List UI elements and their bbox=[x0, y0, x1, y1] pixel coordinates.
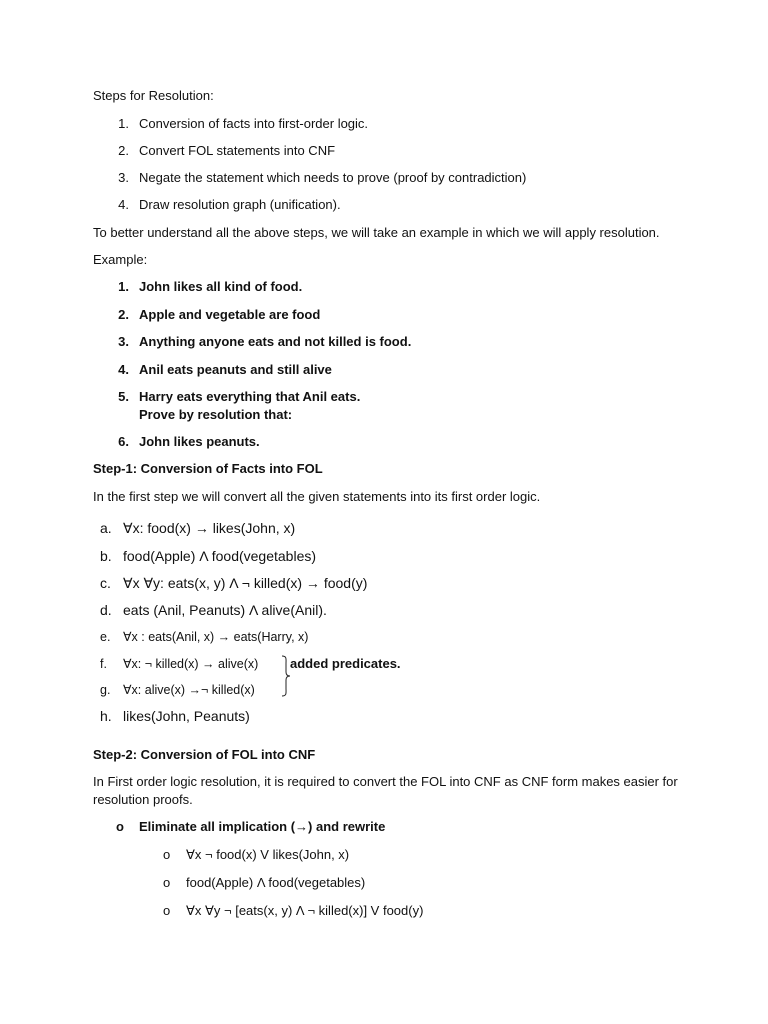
list-subtext: Prove by resolution that: bbox=[139, 407, 293, 422]
bullet-marker: o bbox=[163, 903, 171, 918]
list-text: Negate the statement which needs to prove (proof by contradiction) bbox=[139, 170, 527, 185]
fol-label: g. bbox=[100, 683, 111, 697]
bullet-marker: o bbox=[116, 819, 124, 834]
step1-paragraph: In the first step we will convert all the given statements into its first order logic. bbox=[93, 489, 541, 504]
fol-text: food(Apple) Λ food(vegetables) bbox=[123, 548, 317, 564]
eliminate-heading: Eliminate all implication (→) and rewrite bbox=[139, 819, 386, 834]
bullet-marker: o bbox=[163, 875, 171, 890]
intro-paragraph: To better understand all the above steps, we will take an example in which we will apply resolution. bbox=[93, 225, 660, 240]
fol-label: e. bbox=[100, 630, 111, 644]
fol-text: ∀x: ¬ killed(x) → alive(x) bbox=[123, 657, 259, 671]
list-text: Draw resolution graph (unification). bbox=[139, 197, 341, 212]
list-text: Apple and vegetable are food bbox=[139, 307, 321, 322]
fol-label: f. bbox=[100, 657, 107, 671]
steps-heading: Steps for Resolution: bbox=[93, 88, 214, 103]
cnf-text: food(Apple) Λ food(vegetables) bbox=[186, 875, 366, 890]
list-text: Conversion of facts into first-order logic. bbox=[139, 116, 369, 131]
step2-paragraph: In First order logic resolution, it is required to convert the FOL into CNF as CNF form makes easier for resolution proofs. bbox=[93, 774, 678, 807]
fol-label: d. bbox=[100, 602, 112, 618]
fol-text: ∀x : eats(Anil, x) → eats(Harry, x) bbox=[123, 630, 309, 644]
list-number: 1. bbox=[118, 116, 129, 131]
list-number: 4. bbox=[118, 197, 129, 212]
fol-text: ∀x: food(x) → likes(John, x) bbox=[123, 520, 296, 536]
list-text: John likes peanuts. bbox=[139, 434, 260, 449]
list-text: Anil eats peanuts and still alive bbox=[139, 362, 332, 377]
cnf-text: ∀x ¬ food(x) V likes(John, x) bbox=[186, 847, 350, 862]
fol-text: eats (Anil, Peanuts) Λ alive(Anil). bbox=[123, 602, 327, 618]
list-number: 2. bbox=[118, 307, 129, 322]
fol-text: ∀x ∀y: eats(x, y) Λ ¬ killed(x) → food(y) bbox=[123, 575, 368, 591]
fol-label: c. bbox=[100, 575, 111, 591]
list-number: 6. bbox=[118, 434, 129, 449]
list-text: John likes all kind of food. bbox=[139, 279, 303, 294]
list-number: 1. bbox=[118, 279, 129, 294]
step1-heading: Step-1: Conversion of Facts into FOL bbox=[93, 461, 323, 476]
example-label: Example: bbox=[93, 252, 148, 267]
bullet-marker: o bbox=[163, 847, 171, 862]
fol-label: h. bbox=[100, 708, 112, 724]
list-number: 3. bbox=[118, 170, 129, 185]
fol-label: a. bbox=[100, 520, 112, 536]
fol-text: likes(John, Peanuts) bbox=[123, 708, 250, 724]
fol-label: b. bbox=[100, 548, 112, 564]
list-text: Anything anyone eats and not killed is food. bbox=[139, 334, 412, 349]
list-number: 3. bbox=[118, 334, 129, 349]
list-number: 4. bbox=[118, 362, 129, 377]
step2-heading: Step-2: Conversion of FOL into CNF bbox=[93, 747, 316, 762]
added-predicates-note: added predicates. bbox=[290, 656, 401, 671]
fol-text: ∀x: alive(x) →¬ killed(x) bbox=[123, 683, 255, 697]
list-number: 2. bbox=[118, 143, 129, 158]
list-text: Harry eats everything that Anil eats. bbox=[139, 389, 361, 404]
list-text: Convert FOL statements into CNF bbox=[139, 143, 336, 158]
list-number: 5. bbox=[118, 389, 129, 404]
cnf-text: ∀x ∀y ¬ [eats(x, y) Λ ¬ killed(x)] V food(y) bbox=[186, 903, 424, 918]
